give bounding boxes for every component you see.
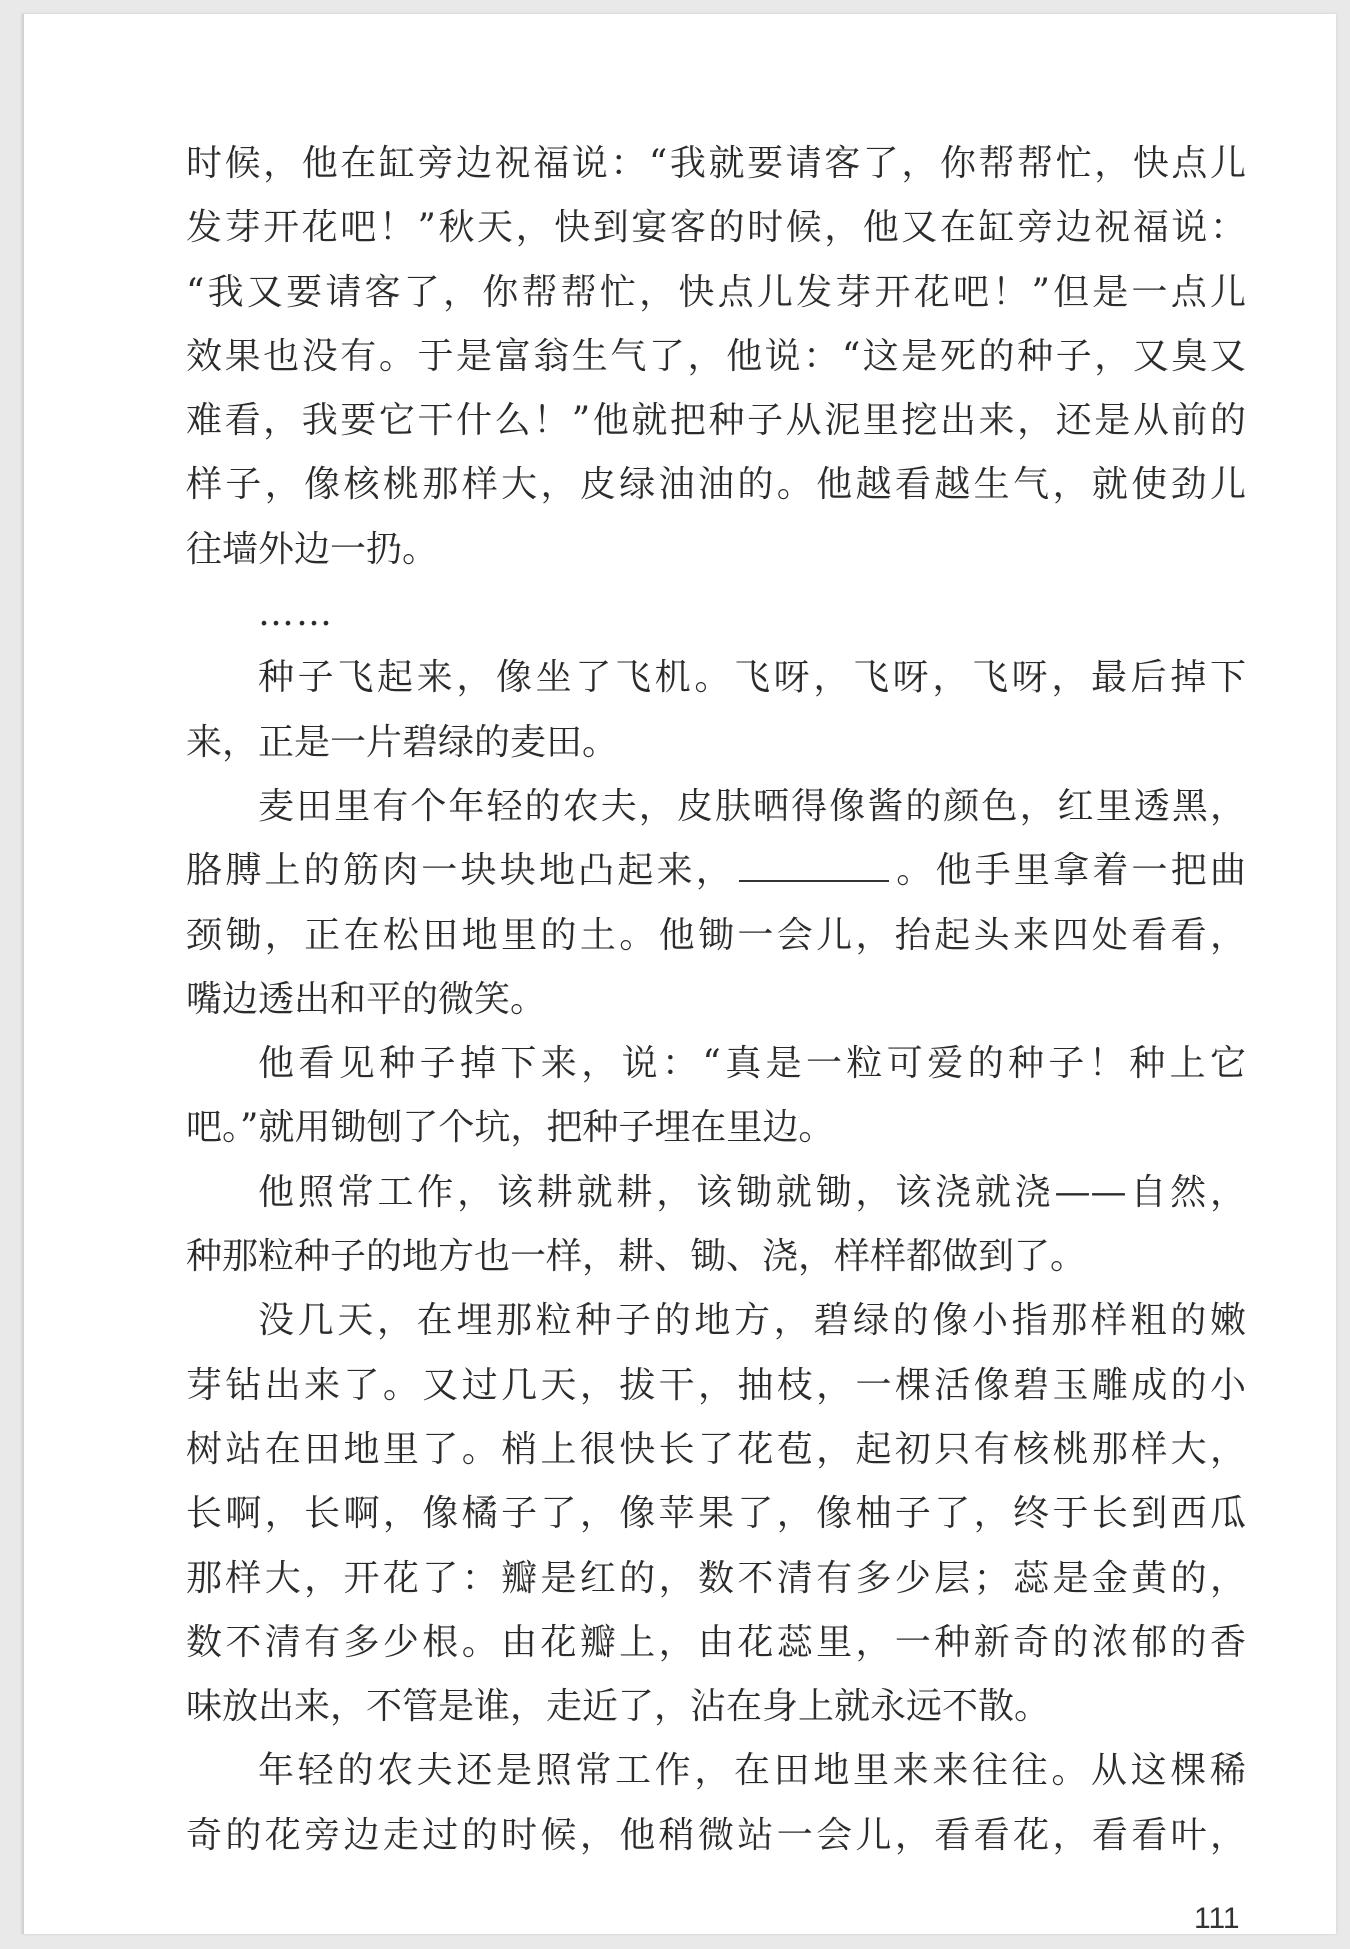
text-line: 嘴边透出和平的微笑。 xyxy=(186,978,547,1020)
text-line: 数不清有多少根。由花瓣上，由花蕊里，一种新奇的浓郁的香 xyxy=(186,1621,1246,1663)
text-line: 树站在田地里了。梢上很快长了花苞，起初只有核桃那样大， xyxy=(186,1428,1246,1470)
text-line: 样子，像核桃那样大，皮绿油油的。他越看越生气，就使劲儿 xyxy=(186,464,1246,506)
paragraph xyxy=(186,1161,1246,1290)
text-line: 发芽开花吧！”秋天，快到宴客的时候，他又在缸旁边祝福说： xyxy=(186,207,1246,249)
book-page xyxy=(22,14,1336,1934)
text-line: “我又要请客了，你帮帮忙，快点儿发芽开花吧！”但是一点儿 xyxy=(186,271,1246,313)
body-text xyxy=(186,132,1246,1868)
text-line: 来，正是一片碧绿的麦田。 xyxy=(186,721,619,763)
text-line: 没几天，在埋那粒种子的地方，碧绿的像小指那样粗的嫩 xyxy=(258,1300,1246,1342)
text-fragment: 。他手里拿着一把曲 xyxy=(893,850,1246,892)
ellipsis-paragraph xyxy=(186,582,1246,646)
text-line: 效果也没有。于是富翁生气了，他说：“这是死的种子，又臭又 xyxy=(186,335,1246,377)
text-line: 芽钻出来了。又过几天，拔干，抽枝，一棵活像碧玉雕成的小 xyxy=(186,1364,1246,1406)
text-line: 味放出来，不管是谁，走近了，沾在身上就永远不散。 xyxy=(186,1686,1051,1728)
text-line-with-blank xyxy=(186,839,1246,903)
ellipsis: …… xyxy=(258,593,334,635)
text-line: 长啊，长啊，像橘子了，像苹果了，像柚子了，终于长到西瓜 xyxy=(186,1493,1246,1535)
paragraph xyxy=(186,1032,1246,1161)
text-line: 种子飞起来，像坐了飞机。飞呀，飞呀，飞呀，最后掉下 xyxy=(258,657,1246,699)
text-line: 颈锄，正在松田地里的土。他锄一会儿，抬起头来四处看看， xyxy=(186,914,1246,956)
paragraph xyxy=(186,132,1246,582)
text-line: 他看见种子掉下来，说：“真是一粒可爱的种子！种上它 xyxy=(258,1043,1246,1085)
paragraph xyxy=(186,646,1246,775)
text-line: 他照常工作，该耕就耕，该锄就锄，该浇就浇——自然， xyxy=(258,1171,1246,1213)
fill-in-blank xyxy=(739,846,889,882)
text-fragment: 胳膊上的筋肉一块块地凸起来， xyxy=(186,850,736,892)
text-line: 难看，我要它干什么！”他就把种子从泥里挖出来，还是从前的 xyxy=(186,400,1246,442)
paragraph xyxy=(186,1289,1246,1739)
text-line: 麦田里有个年轻的农夫，皮肤晒得像酱的颜色，红里透黑， xyxy=(258,785,1246,827)
paragraph xyxy=(186,775,1246,1032)
paragraph xyxy=(186,1739,1246,1868)
page-number: 111 xyxy=(1194,1902,1240,1935)
text-line: 奇的花旁边走过的时候，他稍微站一会儿，看看花，看看叶， xyxy=(186,1814,1246,1856)
text-line: 时候，他在缸旁边祝福说：“我就要请客了，你帮帮忙，快点儿 xyxy=(186,143,1246,184)
text-line: 吧。”就用锄刨了个坑，把种子埋在里边。 xyxy=(186,1107,835,1149)
text-line: 种那粒种子的地方也一样，耕、锄、浇，样样都做到了。 xyxy=(186,1236,1087,1278)
text-line: 那样大，开花了：瓣是红的，数不清有多少层；蕊是金黄的， xyxy=(186,1557,1246,1599)
text-line: 年轻的农夫还是照常工作，在田地里来来往往。从这棵稀 xyxy=(258,1750,1246,1792)
text-line: 往墙外边一扔。 xyxy=(186,528,439,570)
